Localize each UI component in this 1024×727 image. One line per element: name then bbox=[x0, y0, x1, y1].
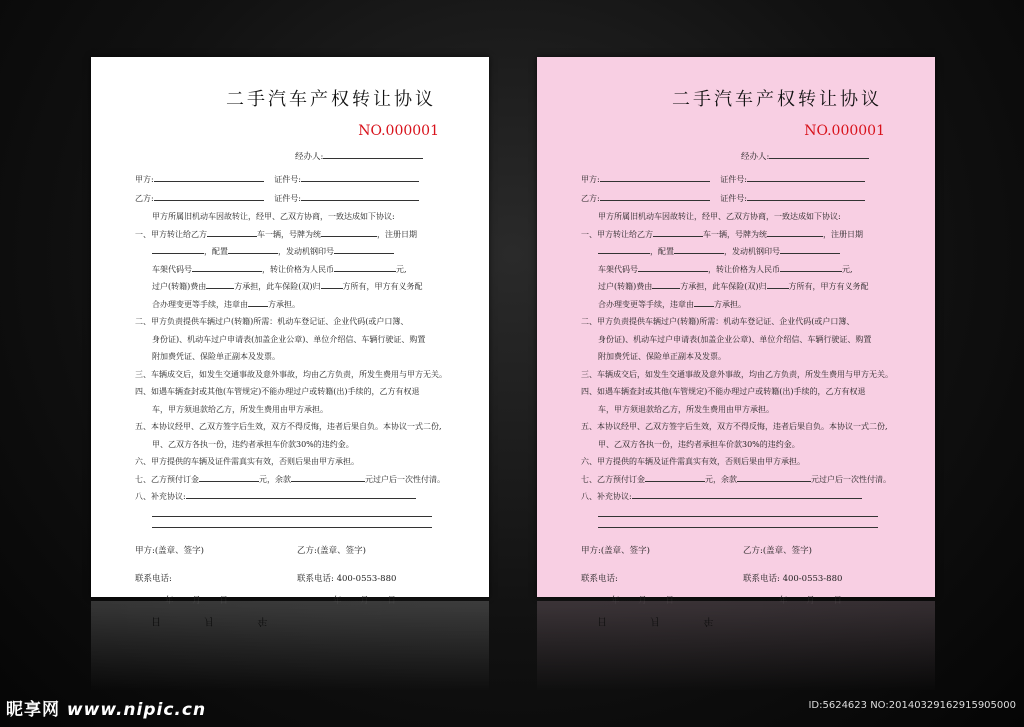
clause-4-line-2: 车，甲方须退款给乙方，所发生费用由甲方承担。 bbox=[598, 404, 774, 414]
contract-sheet-white bbox=[91, 57, 489, 606]
party-b-date: 年 月 日 bbox=[333, 595, 396, 606]
signature-row bbox=[135, 544, 467, 556]
party-a-id-line bbox=[301, 174, 419, 182]
party-a-phone-label: 联系电话: bbox=[581, 573, 618, 584]
party-a-line bbox=[154, 174, 264, 182]
party-b-id-label: 证件号: bbox=[274, 194, 301, 203]
party-a-label: 甲方: bbox=[135, 175, 154, 184]
clause-1-line-1: 一、甲方转让给乙方 车一辆，号牌为统 ，注册日期 bbox=[581, 229, 863, 239]
party-a-id-label: 证件号: bbox=[720, 175, 747, 184]
party-b-date: 年 月 日 bbox=[779, 595, 842, 606]
clause-6: 六、甲方提供的车辆及证件需真实有效，否则后果由甲方承担。 bbox=[581, 457, 805, 466]
agent-line bbox=[323, 151, 423, 159]
party-b-row bbox=[581, 189, 913, 208]
agent-row bbox=[135, 146, 467, 168]
intro: 甲方所属旧机动车因故转让，经甲、乙双方协商，一致达成如下协议: bbox=[152, 212, 395, 221]
party-b-id-label: 证件号: bbox=[720, 194, 747, 203]
party-b-signature-label: 乙方:(盖章、签字) bbox=[297, 545, 366, 556]
agent-label: 经办人: bbox=[295, 152, 324, 162]
agent-label: 经办人: bbox=[741, 152, 770, 162]
party-b-phone: 联系电话: 400-0553-880 bbox=[297, 573, 397, 584]
clause-3: 三、车辆成交后，如发生交通事故及意外事故，均由乙方负责，所发生费用与甲方无关。 bbox=[135, 369, 447, 379]
party-b-id-line bbox=[747, 193, 865, 201]
clause-1-line-4: 过户(转籍)费由 方承担，此车保险(双)归 方所有，甲方有义务配 bbox=[152, 282, 423, 291]
clause-5-line-2: 甲、乙双方各执一份，违约者承担车价款30%的违约金。 bbox=[152, 439, 354, 449]
clause-2-line-3: 附加费凭证、保险单正副本及发票。 bbox=[152, 352, 280, 361]
party-b-phone: 联系电话: 400-0553-880 bbox=[743, 573, 843, 584]
party-a-row bbox=[581, 170, 913, 189]
supplement-line-1 bbox=[598, 506, 878, 517]
clause-6: 六、甲方提供的车辆及证件需真实有效，否则后果由甲方承担。 bbox=[135, 457, 359, 466]
clause-4-line-1: 四、如遇车辆查封或其他(车管规定)不能办理过户或转籍(出)手续的，乙方有权退 bbox=[581, 387, 866, 396]
party-a-row bbox=[135, 170, 467, 189]
clause-1-line-5: 合办理变更等手续，违章由 方承担。 bbox=[598, 299, 746, 309]
supplement-line-2 bbox=[152, 517, 432, 528]
clause-1-line-2: ，配置 ，发动机钢印号 bbox=[135, 243, 467, 261]
document-title: 二手汽车产权转让协议 bbox=[672, 89, 882, 110]
clause-5-line-2: 甲、乙双方各执一份，违约者承担车价款30%的违约金。 bbox=[598, 439, 800, 449]
clause-3: 三、车辆成交后，如发生交通事故及意外事故，均由乙方负责，所发生费用与甲方无关。 bbox=[581, 369, 893, 379]
signature-row bbox=[581, 544, 913, 556]
clause-4-line-1: 四、如遇车辆查封或其他(车管规定)不能办理过户或转籍(出)手续的，乙方有权退 bbox=[135, 387, 420, 396]
party-a-id-label: 证件号: bbox=[274, 175, 301, 184]
reflection-text: 日 月 年 bbox=[597, 615, 734, 626]
serial-number: NO.000001 bbox=[804, 123, 885, 139]
agent-row bbox=[581, 146, 913, 168]
phone-row bbox=[581, 572, 913, 584]
party-b-line bbox=[154, 193, 264, 201]
agent-line bbox=[769, 151, 869, 159]
party-b-signature-label: 乙方:(盖章、签字) bbox=[743, 545, 812, 556]
intro: 甲方所属旧机动车因故转让，经甲、乙双方协商，一致达成如下协议: bbox=[598, 212, 841, 221]
reflection-white bbox=[91, 601, 489, 691]
party-a-date: 年 月 日 bbox=[611, 595, 674, 606]
supplement-line-1 bbox=[152, 506, 432, 517]
clause-1-line-2: ，配置 ，发动机钢印号 bbox=[581, 243, 913, 261]
clause-2-line-1: 二、甲方负责提供车辆过户(转籍)所需：机动车登记证、企业代码(或户口簿、 bbox=[135, 317, 409, 326]
party-b-id-line bbox=[301, 193, 419, 201]
contract-sheet-pink bbox=[537, 57, 935, 606]
party-a-date: 年 月 日 bbox=[165, 595, 228, 606]
supplement-line-2 bbox=[598, 517, 878, 528]
clause-2-line-2: 身份证)、机动车过户申请表(加盖企业公章)、单位介绍信、车辆行驶证、购置 bbox=[598, 334, 872, 344]
party-a-signature-label: 甲方:(盖章、签字) bbox=[581, 545, 650, 556]
clause-5-line-1: 五、本协议经甲、乙双方签字后生效，双方不得反悔，违者后果自负。本协议一式二份, bbox=[135, 422, 442, 431]
clause-1-line-3: 车架代码号 ，转让价格为人民币 元, bbox=[598, 264, 853, 274]
clause-1-line-5: 合办理变更等手续，违章由 方承担。 bbox=[152, 299, 300, 309]
party-b-row bbox=[135, 189, 467, 208]
party-a-phone-label: 联系电话: bbox=[135, 573, 172, 584]
serial-number: NO.000001 bbox=[358, 123, 439, 139]
clause-7: 七、乙方预付订金 元，余款 元过户后一次性付清。 bbox=[581, 474, 891, 484]
party-b-line bbox=[600, 193, 710, 201]
clause-1-line-3: 车架代码号 ，转让价格为人民币 元, bbox=[152, 264, 407, 274]
clause-1-line-4: 过户(转籍)费由 方承担，此车保险(双)归 方所有，甲方有义务配 bbox=[598, 282, 869, 291]
reflection-pink bbox=[537, 601, 935, 691]
phone-row bbox=[135, 572, 467, 584]
party-b-label: 乙方: bbox=[581, 194, 600, 203]
image-id-text: ID:5624623 NO:20140329162915905000 bbox=[808, 700, 1016, 711]
clause-5-line-1: 五、本协议经甲、乙双方签字后生效，双方不得反悔，违者后果自负。本协议一式二份, bbox=[581, 422, 888, 431]
party-a-signature-label: 甲方:(盖章、签字) bbox=[135, 545, 204, 556]
clause-7: 七、乙方预付订金 元，余款 元过户后一次性付清。 bbox=[135, 474, 445, 484]
clause-2-line-2: 身份证)、机动车过户申请表(加盖企业公章)、单位介绍信、车辆行驶证、购置 bbox=[152, 334, 426, 344]
logo-url: www.nipic.cn bbox=[66, 700, 207, 720]
party-b-label: 乙方: bbox=[135, 194, 154, 203]
logo-text: 昵享网 bbox=[6, 700, 60, 720]
clause-4-line-2: 车，甲方须退款给乙方，所发生费用由甲方承担。 bbox=[152, 404, 328, 414]
document-title: 二手汽车产权转让协议 bbox=[226, 89, 436, 110]
clause-8: 八、补充协议: bbox=[581, 488, 913, 506]
party-a-id-line bbox=[747, 174, 865, 182]
reflection-text: 日 月 年 bbox=[151, 615, 288, 626]
party-a-line bbox=[600, 174, 710, 182]
party-a-label: 甲方: bbox=[581, 175, 600, 184]
clause-1-line-1: 一、甲方转让给乙方 车一辆，号牌为统 ，注册日期 bbox=[135, 229, 417, 239]
clause-2-line-1: 二、甲方负责提供车辆过户(转籍)所需：机动车登记证、企业代码(或户口簿、 bbox=[581, 317, 855, 326]
clause-2-line-3: 附加费凭证、保险单正副本及发票。 bbox=[598, 352, 726, 361]
clause-8: 八、补充协议: bbox=[135, 488, 467, 506]
site-logo bbox=[6, 695, 206, 720]
